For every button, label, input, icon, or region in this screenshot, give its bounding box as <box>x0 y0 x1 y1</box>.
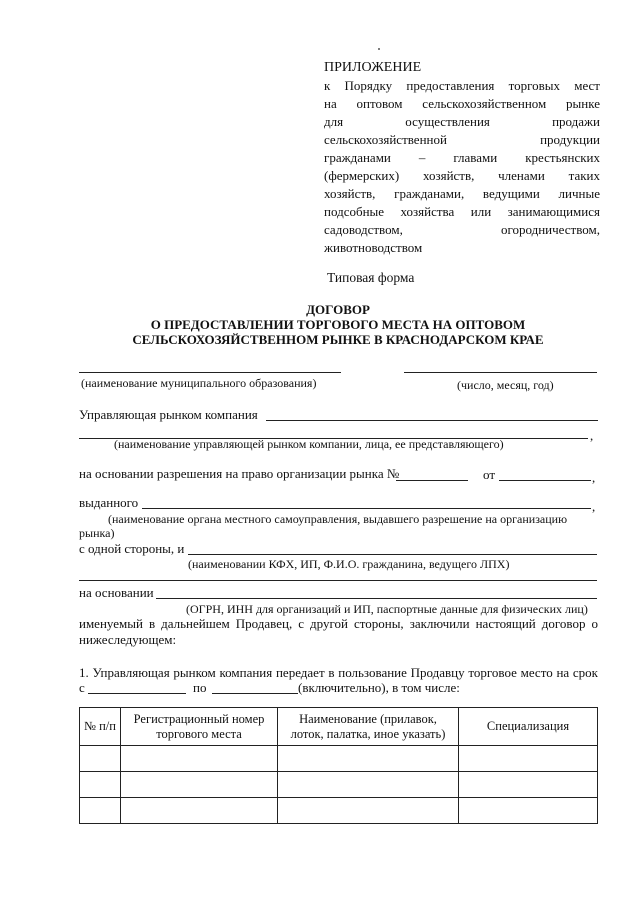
appendix-line: подсобные хозяйства или занимающимися <box>324 204 600 219</box>
party-input-line[interactable] <box>188 554 597 555</box>
table-cell[interactable] <box>80 798 121 824</box>
appendix-text <box>324 77 600 257</box>
party-label: с одной стороны, и <box>79 541 185 556</box>
table-cell[interactable] <box>121 746 278 772</box>
table-row <box>80 746 598 772</box>
permit-number-input-line[interactable] <box>396 480 468 481</box>
comma: , <box>592 470 596 485</box>
header-specialization: Специализация <box>459 708 598 746</box>
form-type: Типовая форма <box>327 270 415 285</box>
appendix-line: садоводством, огородничеством, <box>324 222 600 237</box>
appendix-line: (фермерских) хозяйств, членами таких <box>324 168 600 183</box>
company-input-line[interactable] <box>266 420 598 421</box>
table-header-row <box>80 708 598 746</box>
basis-label: на основании <box>79 585 154 600</box>
table-cell[interactable] <box>121 798 278 824</box>
term-from-input-line[interactable] <box>88 693 186 694</box>
seller-line: нижеследующем: <box>79 632 177 647</box>
contract-title-3: СЕЛЬСКОХОЗЯЙСТВЕННОМ РЫНКЕ В КРАСНОДАРСКОМ КРАЕ <box>132 332 544 347</box>
appendix-title: ПРИЛОЖЕНИЕ <box>324 60 422 75</box>
table-cell[interactable] <box>278 798 459 824</box>
table-row <box>80 772 598 798</box>
table-cell[interactable] <box>459 772 598 798</box>
municipality-input-line[interactable] <box>79 372 341 373</box>
comma: , <box>592 499 596 514</box>
seller-text <box>79 616 598 648</box>
table-row <box>80 798 598 824</box>
clause1-to-label: по <box>193 680 207 695</box>
table-cell[interactable] <box>459 798 598 824</box>
appendix-line: к Порядку предоставления торговых мест <box>324 78 600 93</box>
contract-title-1: ДОГОВОР <box>306 302 370 317</box>
issuer-caption-2: рынка) <box>79 526 115 540</box>
clause1-text: 1. Управляющая рынком компания передает в пользование Продавцу торговое место на срок <box>79 665 598 680</box>
clause1-from-label: с <box>79 680 85 695</box>
appendix-line: животноводством <box>324 240 423 255</box>
table-cell[interactable] <box>278 746 459 772</box>
contract-title-2: О ПРЕДОСТАВЛЕНИИ ТОРГОВОГО МЕСТА НА ОПТОВОМ <box>150 317 526 332</box>
comma: , <box>590 428 594 443</box>
appendix-line: гражданами – главами крестьянских <box>324 150 600 165</box>
header-number: № п/п <box>80 708 121 746</box>
appendix-line: для осуществления продажи <box>324 114 600 129</box>
term-to-input-line[interactable] <box>212 693 298 694</box>
table-cell[interactable] <box>80 772 121 798</box>
party-input-line-2[interactable] <box>79 580 597 581</box>
trading-place-table <box>79 707 598 824</box>
date-input-line[interactable] <box>404 372 597 373</box>
header-type: Наименование (прилавок, лоток, палатка, иное указать) <box>278 708 459 746</box>
table-cell[interactable] <box>278 772 459 798</box>
table-cell[interactable] <box>459 746 598 772</box>
permit-date-input-line[interactable] <box>499 480 591 481</box>
header-reg-number: Регистрационный номер торгового места <box>121 708 278 746</box>
basis-caption: (ОГРН, ИНН для организаций и ИП, паспортные данные для физических лиц) <box>186 602 588 616</box>
company-caption: (наименование управляющей рынком компании, лица, ее представляющего) <box>114 437 504 451</box>
table-cell[interactable] <box>121 772 278 798</box>
date-caption: (число, месяц, год) <box>457 378 554 392</box>
municipality-caption: (наименование муниципального образования) <box>81 376 317 390</box>
issued-label: выданного <box>79 495 139 510</box>
appendix-line: на оптовом сельскохозяйственном рынке <box>324 96 600 111</box>
party-caption: (наименовании КФХ, ИП, Ф.И.О. гражданина, ведущего ЛПХ) <box>188 557 510 571</box>
issuer-input-line[interactable] <box>142 508 591 509</box>
table-cell[interactable] <box>80 746 121 772</box>
permit-label: на основании разрешения на право организации рынка № <box>79 466 400 481</box>
clause1-inclusive: (включительно), в том числе: <box>298 680 460 695</box>
basis-input-line[interactable] <box>156 598 597 599</box>
scan-speck <box>378 48 380 50</box>
permit-from-label: от <box>483 467 496 482</box>
company-label: Управляющая рынком компания <box>79 407 258 422</box>
seller-line: именуемый в дальнейшем Продавец, с другой стороны, заключили настоящий договор о <box>79 616 598 631</box>
issuer-caption-1: (наименование органа местного самоуправления, выдавшего разрешение на организацию <box>108 512 568 526</box>
appendix-line: хозяйств, гражданами, ведущими личные <box>324 186 600 201</box>
appendix-line: сельскохозяйственной продукции <box>324 132 600 147</box>
